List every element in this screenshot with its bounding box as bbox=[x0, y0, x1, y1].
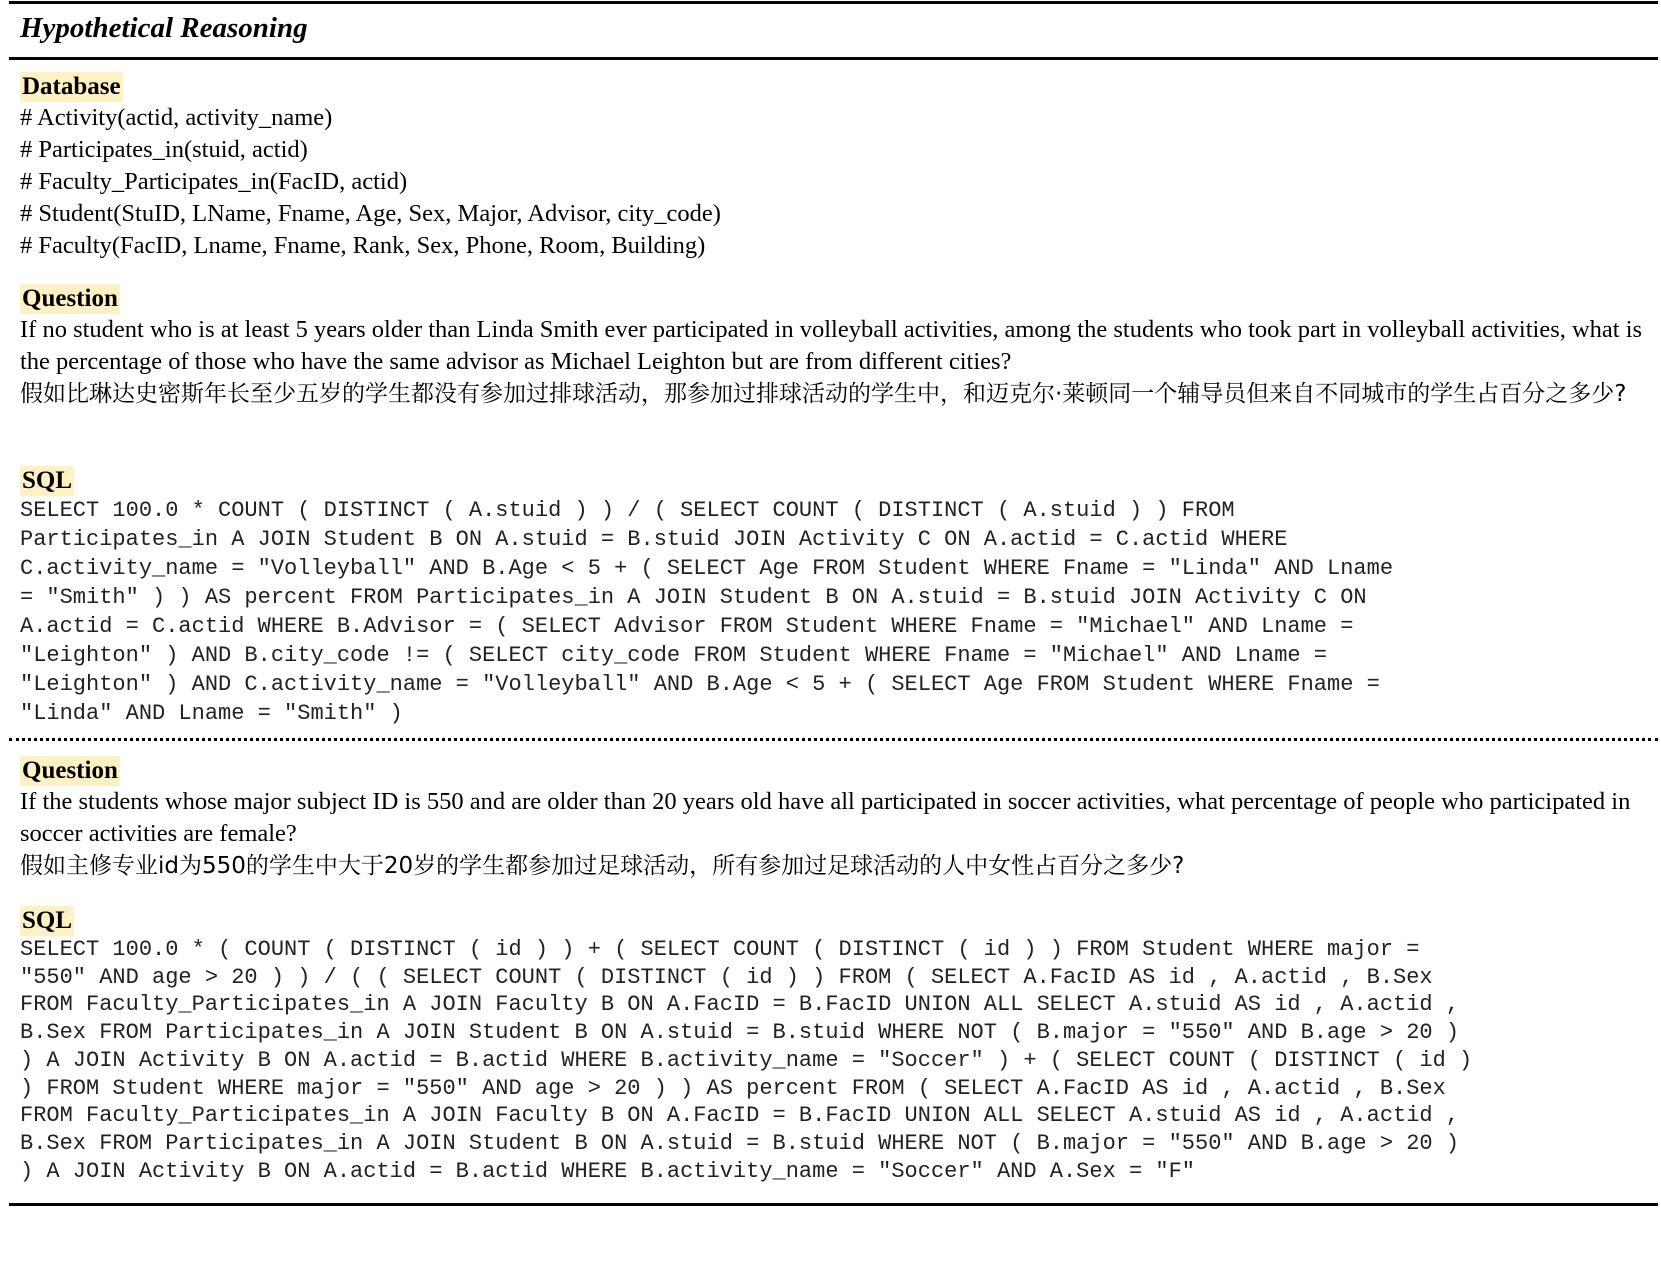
question-english: If the students whose major subject ID is 550 and are older than 20 years old have all participated in soccer activities, what percentage of people who participated in soccer activities are female? bbox=[20, 788, 1631, 847]
sql-query: SELECT 100.0 * COUNT ( DISTINCT ( A.stuid ) ) / ( SELECT COUNT ( DISTINCT ( A.stuid ) ) FROM Participates_in A JOIN Student B ON A.stuid = B.stuid JOIN Activity C ON A.actid = C.actid WHERE C.activity_name = "Volleyball" AND B.Age < 5 + ( SELECT Age FROM Student WHERE Fname = "Linda" AND Lname = "Smith" ) ) AS percent FROM Participates_in A JOIN Student B ON A.stuid = B.stuid JOIN Activity C ON A.actid = C.actid WHERE B.Advisor = ( SELECT Advisor FROM Student WHERE Fname = "Michael" AND Lname = "Leighton" ) AND B.city_code != ( SELECT city_code FROM Student WHERE Fname = "Michael" AND Lname = "Leighton" ) AND C.activity_name = "Volleyball" AND B.Age < 5 + ( SELECT Age FROM Student WHERE Fname = "Linda" AND Lname = "Smith" ) bbox=[20, 498, 1394, 726]
top-rule bbox=[9, 1, 1658, 4]
database-heading: Database bbox=[22, 73, 121, 100]
question-chinese: 假如比琳达史密斯年长至少五岁的学生都没有参加过排球活动，那参加过排球活动的学生中，和迈克尔·莱顿同一个辅导员但来自不同城市的学生占百分之多少? bbox=[20, 381, 1627, 407]
schema-line: # Student(StuID, LName, Fname, Age, Sex, Major, Advisor, city_code) bbox=[20, 200, 721, 227]
question-section-1 bbox=[20, 284, 1650, 410]
question-english: If no student who is at least 5 years older than Linda Smith ever participated in volleyball activities, among the students who took part in volleyball activities, what is the percentage of those who have the same advisor as Michael Leighton but are from different cities? bbox=[20, 316, 1643, 375]
bottom-rule bbox=[9, 1203, 1658, 1206]
schema-line: # Activity(actid, activity_name) bbox=[20, 104, 333, 131]
schema-line: # Faculty_Participates_in(FacID, actid) bbox=[20, 168, 408, 195]
title-rule bbox=[9, 57, 1658, 60]
sql-query: SELECT 100.0 * ( COUNT ( DISTINCT ( id ) ) + ( SELECT COUNT ( DISTINCT ( id ) ) FROM Student WHERE major = "550" AND age > 20 ) ) / ( ( SELECT COUNT ( DISTINCT ( id ) ) FROM ( SELECT A.FacID AS id , A.actid , B.Sex FROM Faculty_Participates_in A JOIN Faculty B ON A.FacID = B.FacID UNION ALL SELECT A.stuid AS id , A.actid , B.Sex FROM Participates_in A JOIN Student B ON A.stuid = B.stuid WHERE NOT ( B.major = "550" AND B.age > 20 ) ) A JOIN Activity B ON A.actid = B.actid WHERE B.activity_name = "Soccer" ) + ( SELECT COUNT ( DISTINCT ( id ) ) FROM Student WHERE major = "550" AND age > 20 ) ) AS percent FROM ( SELECT A.FacID AS id , A.actid , B.Sex FROM Faculty_Participates_in A JOIN Faculty B ON A.FacID = B.FacID UNION ALL SELECT A.stuid AS id , A.actid , B.Sex FROM Participates_in A JOIN Student B ON A.stuid = B.stuid WHERE NOT ( B.major = "550" AND B.age > 20 ) ) A JOIN Activity B ON A.actid = B.actid WHERE B.activity_name = "Soccer" AND A.Sex = "F" bbox=[20, 937, 1473, 1184]
example-divider bbox=[9, 738, 1658, 741]
database-section bbox=[20, 72, 1650, 262]
sql-section-1 bbox=[20, 466, 1650, 728]
schema-line: # Participates_in(stuid, actid) bbox=[20, 136, 308, 163]
question-chinese: 假如主修专业id为550的学生中大于20岁的学生都参加过足球活动，所有参加过足球活动的人中女性占百分之多少? bbox=[20, 853, 1185, 879]
question-heading: Question bbox=[22, 757, 118, 784]
sql-section-2 bbox=[20, 906, 1650, 1185]
schema-line: # Faculty(FacID, Lname, Fname, Rank, Sex, Phone, Room, Building) bbox=[20, 232, 706, 259]
figure-title: Hypothetical Reasoning bbox=[20, 12, 308, 44]
sql-heading: SQL bbox=[22, 907, 73, 934]
question-section-2 bbox=[20, 756, 1650, 882]
question-heading: Question bbox=[22, 285, 118, 312]
sql-heading: SQL bbox=[22, 467, 73, 494]
